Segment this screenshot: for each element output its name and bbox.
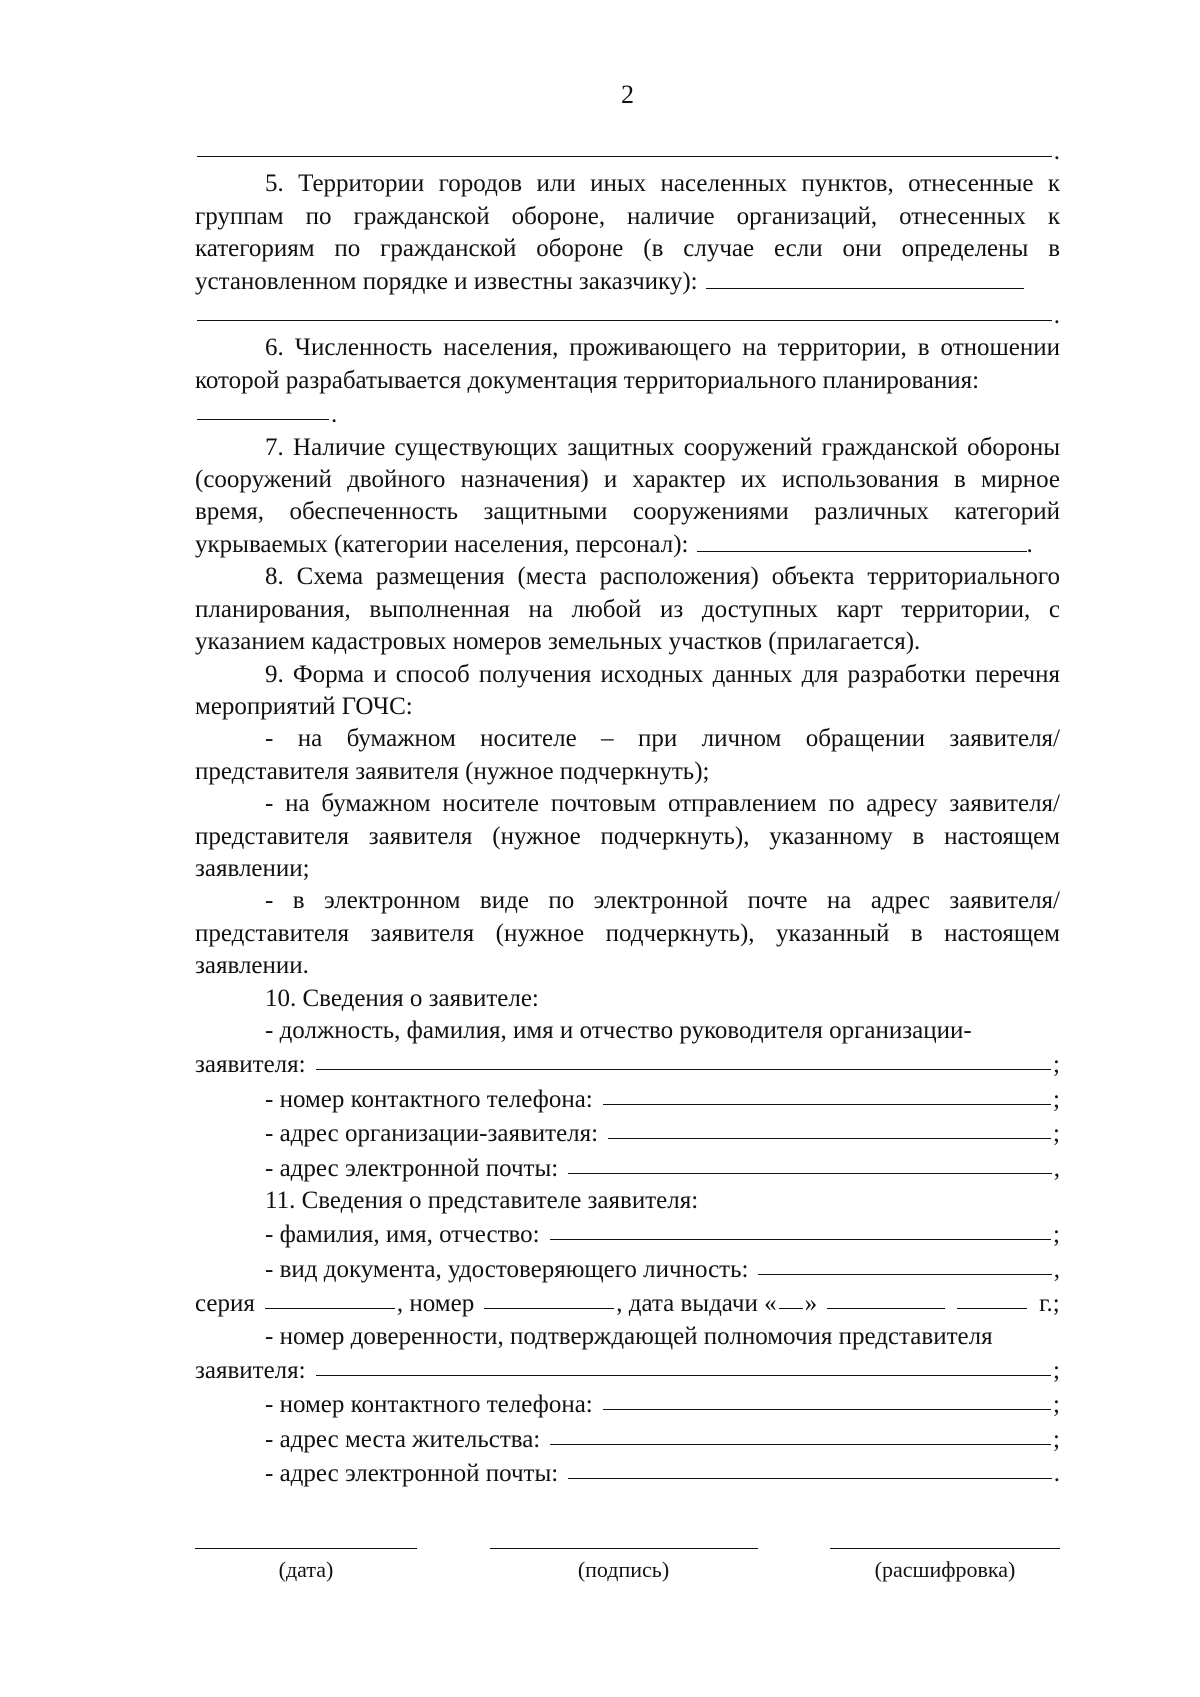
item-7-text: 7. Наличие существующих защитных сооружений гражданской обороны (сооружений двойного назначения) и характер их использования в мирное время, обеспеченность защитными сооружениями различных категорий укрываемых (категории населения, персонал): [195, 433, 1060, 558]
date-line[interactable] [195, 1548, 417, 1549]
issue-year-field[interactable] [957, 1284, 1027, 1309]
item-5-field-line: . [195, 298, 1060, 332]
item-11-email-row: - адрес электронной почты: . [195, 1456, 1060, 1490]
item-11-power-label: - номер доверенности, подтверждающей полномочия представителя [265, 1322, 993, 1350]
decoding-caption: (расшифровка) [874, 1557, 1016, 1582]
issue-month-field[interactable] [827, 1284, 945, 1309]
item-11-fio-row: - фамилия, имя, отчество: ; [195, 1217, 1060, 1251]
applicant-address-field[interactable] [608, 1114, 1051, 1139]
representative-fio-field[interactable] [550, 1215, 1051, 1240]
item-11-residence-row: - адрес места жительства: ; [195, 1422, 1060, 1456]
item-10-address-row: - адрес организации-заявителя: ; [195, 1116, 1060, 1150]
signature-field [490, 1548, 758, 1583]
item-10-head-label: - должность, фамилия, имя и отчество руководителя организации- [265, 1016, 972, 1044]
doc-series-field[interactable] [265, 1284, 395, 1309]
item-7: 7. Наличие существующих защитных сооружений гражданской обороны (сооружений двойного назначения) и характер их использования в мирное время, обеспеченность защитными сооружениями различных категорий укрываемых (категории населения, персонал): . [195, 433, 1060, 558]
item-6 [195, 332, 1060, 397]
representative-phone-field[interactable] [603, 1385, 1051, 1410]
signature-block [195, 1548, 1060, 1583]
date-caption: (дата) [278, 1557, 334, 1582]
blank-line[interactable] [197, 132, 1052, 157]
head-fio-field[interactable] [316, 1045, 1051, 1070]
item-6-text: 6. Численность населения, проживающего на территории, в отношении которой разрабатывается документация территориального планирования: [195, 334, 1060, 394]
item-5-field[interactable] [706, 266, 1024, 289]
item-9-option-3: - в электронном виде по электронной почте на адрес заявителя/ представителя заявителя (нужное подчеркнуть), указанный в настоящем заявлении. [195, 887, 1060, 980]
item-9-heading: 9. Форма и способ получения исходных данных для разработки перечня мероприятий ГОЧС: [195, 660, 1060, 720]
item-9-option-1: - на бумажном носителе – при личном обращении заявителя/ представителя заявителя (нужное подчеркнуть); [195, 725, 1060, 785]
population-field[interactable] [197, 395, 329, 420]
item-6-field-line: . [195, 397, 1060, 431]
item-11-power-row: заявителя: ; [195, 1353, 1060, 1387]
signature-line[interactable] [490, 1548, 758, 1549]
applicant-email-field[interactable] [568, 1149, 1052, 1174]
residence-address-field[interactable] [550, 1420, 1051, 1445]
item-11-series-row: серия , номер , дата выдачи « » г.; [195, 1286, 1060, 1320]
representative-email-field[interactable] [568, 1454, 1052, 1479]
item-10-phone-row: - номер контактного телефона: ; [195, 1082, 1060, 1116]
power-of-attorney-field[interactable] [316, 1351, 1051, 1376]
item-9-option-2: - на бумажном носителе почтовым отправлением по адресу заявителя/ представителя заявителя (нужное подчеркнуть), указанному в настоящем заявлении; [195, 790, 1060, 882]
item-7-field[interactable] [697, 529, 1027, 552]
item-8 [195, 561, 1060, 658]
applicant-phone-field[interactable] [603, 1080, 1051, 1105]
issue-day-field[interactable] [779, 1284, 803, 1309]
date-signature [195, 1548, 417, 1583]
continuation-line: . [195, 134, 1060, 168]
decoding-line[interactable] [830, 1548, 1060, 1549]
item-8-text: 8. Схема размещения (места расположения) объекта территориального планирования, выполненная на любой из доступных карт территории, с указанием кадастровых номеров земельных участков (прилагается). [195, 563, 1060, 656]
item-10-heading: 10. Сведения о заявителе: [265, 984, 539, 1012]
item-11-doc-row: - вид документа, удостоверяющего личность: , [195, 1252, 1060, 1286]
item-10-email-row: - адрес электронной почты: , [195, 1151, 1060, 1185]
item-10-head-row: заявителя: ; [195, 1047, 1060, 1081]
decoding-signature [830, 1548, 1060, 1583]
blank-line[interactable] [197, 296, 1052, 321]
item-11-phone-row: - номер контактного телефона: ; [195, 1387, 1060, 1421]
item-5-text: 5. Территории городов или иных населенных пунктов, отнесенные к группам по гражданской обороне, наличие организаций, отнесенных к категориям по гражданской обороне (в случае если они определены в установленном порядке и известны заказчику): [195, 170, 1060, 295]
item-11-heading: 11. Сведения о представителе заявителя: [265, 1187, 699, 1214]
id-document-field[interactable] [758, 1250, 1051, 1275]
page-number: 2 [621, 80, 634, 109]
item-5 [195, 168, 1060, 298]
signature-caption: (подпись) [577, 1557, 670, 1582]
form-content [195, 134, 1060, 1491]
doc-number-field[interactable] [484, 1284, 614, 1309]
